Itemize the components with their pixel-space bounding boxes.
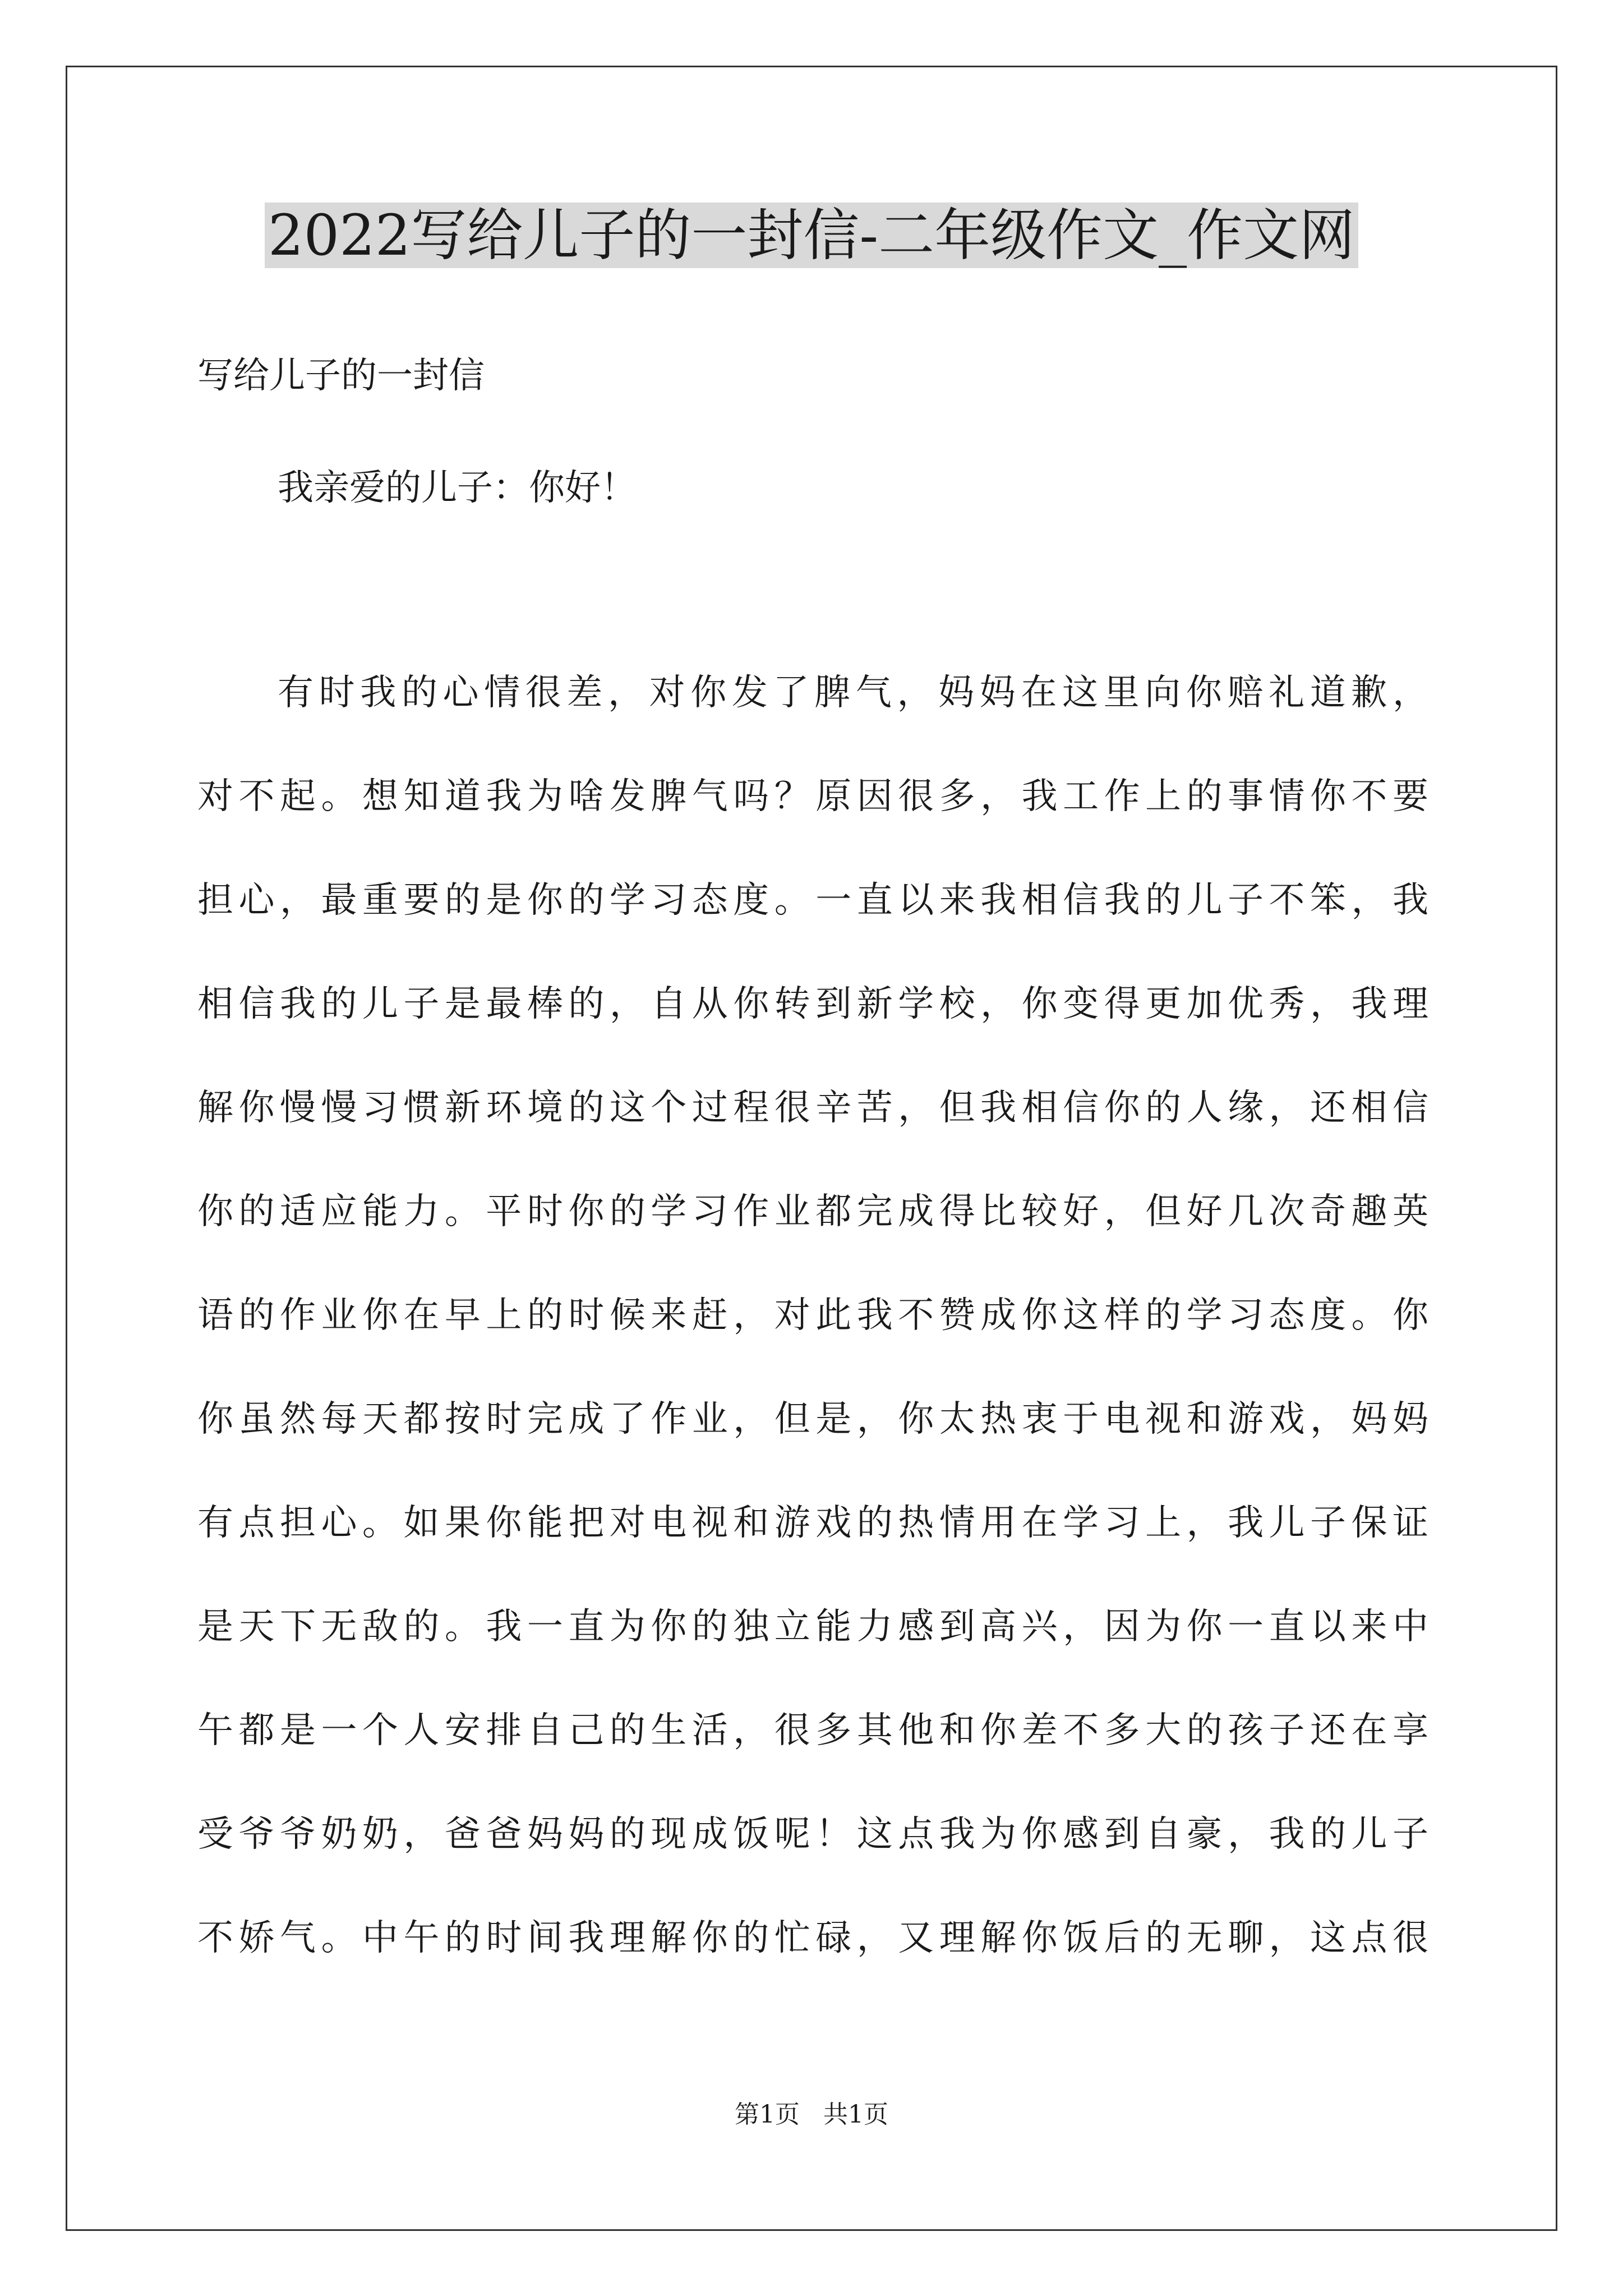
body-line: 你的适应能力。平时你的学习作业都完成得比较好，但好几次奇趣英 xyxy=(197,1191,1428,1232)
body-line: 你虽然每天都按时完成了作业，但是，你太热衷于电视和游戏，妈妈 xyxy=(197,1398,1428,1440)
body-line: 不娇气。中午的时间我理解你的忙碌，又理解你饭后的无聊，这点很 xyxy=(197,1917,1428,1959)
body-line: 有点担心。如果你能把对电视和游戏的热情用在学习上，我儿子保证 xyxy=(197,1502,1428,1544)
body-line: 对不起。想知道我为啥发脾气吗？原因很多，我工作上的事情你不要 xyxy=(197,776,1428,817)
document-title xyxy=(0,194,1623,278)
body-line: 有时我的心情很差，对你发了脾气，妈妈在这里向你赔礼道歉， xyxy=(278,672,1428,714)
body-line: 午都是一个人安排自己的生活，很多其他和你差不多大的孩子还在享 xyxy=(197,1710,1428,1751)
letter-salutation: 我亲爱的儿子：你好！ xyxy=(278,467,637,509)
body-line: 担心，最重要的是你的学习态度。一直以来我相信我的儿子不笨，我 xyxy=(197,880,1428,921)
body-line: 语的作业你在早上的时候来赶，对此我不赞成你这样的学习态度。你 xyxy=(197,1295,1428,1336)
page-footer: 第1页 共1页 xyxy=(735,2100,888,2129)
body-line: 解你慢慢习惯新环境的这个过程很辛苦，但我相信你的人缘，还相信 xyxy=(197,1087,1428,1129)
body-line: 相信我的儿子是最棒的，自从你转到新学校，你变得更加优秀，我理 xyxy=(197,983,1428,1025)
body-line: 受爷爷奶奶，爸爸妈妈的现成饭呢！这点我为你感到自豪，我的儿子 xyxy=(197,1814,1428,1855)
document-title-text: 2022写给儿子的一封信-二年级作文_作文网 xyxy=(265,203,1358,268)
letter-subtitle: 写给儿子的一封信 xyxy=(197,355,485,397)
body-line: 是天下无敌的。我一直为你的独立能力感到高兴，因为你一直以来中 xyxy=(197,1606,1428,1648)
